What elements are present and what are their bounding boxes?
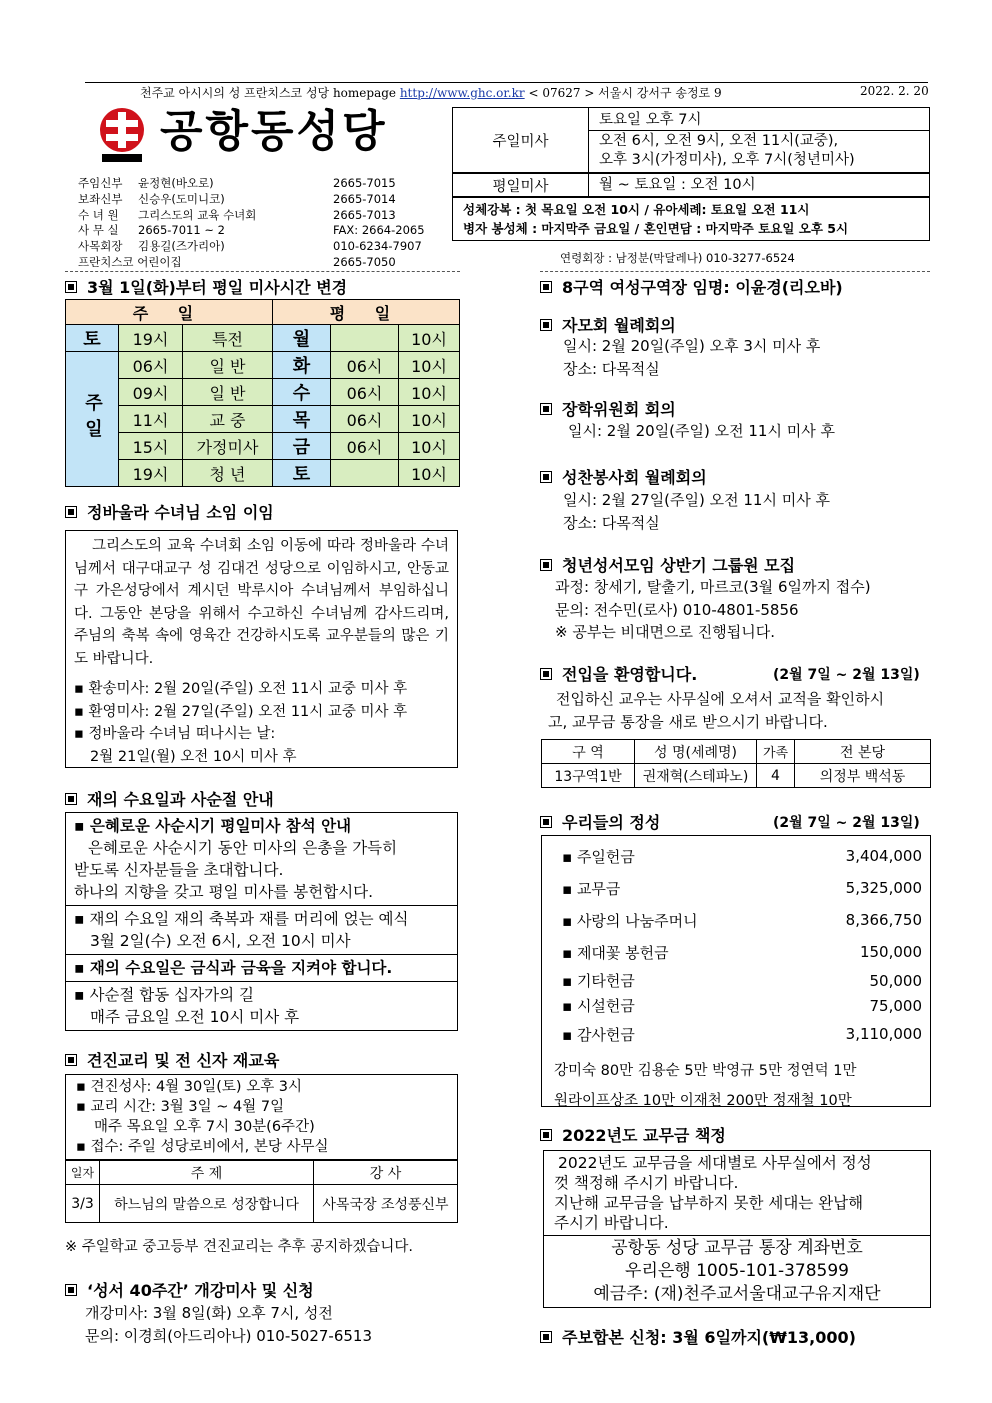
section-title: 성찬봉사회 월례회의: [540, 465, 707, 488]
section-title: 우리들의 정성: [540, 810, 660, 833]
meeting-info: 일시: 2월 27일(주일) 오전 11시 미사 후 장소: 다목적실: [563, 491, 830, 532]
section-title: 장학위원회 회의: [540, 397, 676, 420]
square-bullet-icon: [540, 403, 552, 415]
list-item: ▪ 사순절 합동 십자가의 길: [74, 984, 449, 1006]
offering-box: [541, 835, 931, 1107]
meeting-info: 일시: 2월 20일(주일) 오후 3시 미사 후 장소: 다목적실: [563, 337, 821, 378]
league-chair: 연령회장 : 남정분(막달레나) 010-3277-6524: [560, 251, 795, 265]
staff-row: 수 녀 원 그리스도의 교육 수녀회 2665-7013: [78, 207, 396, 222]
church-logo-icon: [98, 106, 146, 164]
staff-row: 주임신부 윤정현(바오로) 2665-7015: [78, 176, 396, 190]
list-item: ▪ 교리 시간: 3월 3일 ~ 4월 7일: [76, 1097, 447, 1117]
donor-line: 강미숙 80만 김용순 5만 박영규 5만 정연덕 1만: [554, 1063, 857, 1079]
weekday-mass-label: 평일미사: [453, 174, 589, 196]
weekday-mass-time: 월 ~ 토요일 : 오전 10시: [599, 177, 756, 193]
type-cell: 특전: [183, 325, 273, 352]
offering-row: ▪ 주일헌금 3,404,000: [562, 840, 922, 872]
section-title: 청년성서모임 상반기 그룹원 모집: [540, 553, 795, 576]
staff-row: 사 무 실 2665-7011 ~ 2 FAX: 2664-2065: [78, 223, 425, 238]
youth-bible-info: 과정: 창세기, 탈출기, 마르코(3월 6일까지 접수) 문의: 전수민(로사) 010-4801-5856 ※ 공부는 비대면으로 진행됩니다.: [555, 578, 871, 641]
square-bullet-icon: [540, 1331, 552, 1343]
time-cell: [331, 325, 399, 352]
day-cell: 토: [66, 325, 119, 352]
issue-date: 2022. 2. 20: [860, 84, 929, 98]
square-bullet-icon: [540, 559, 552, 571]
section-title: 재의 수요일과 사순절 안내: [65, 787, 274, 810]
sunday-mass-line: 오후 3시(가정미사), 오후 7시(청년미사): [599, 152, 855, 168]
offering-row: ▪ 감사헌금 3,110,000: [562, 1018, 922, 1050]
section-title: 전입을 환영합니다.: [540, 662, 697, 685]
square-bullet-icon: [540, 281, 552, 293]
offering-row: ▪ 시설헌금 75,000: [562, 993, 922, 1018]
table-header: 주 일: [66, 300, 273, 325]
section-title: ‘성서 40주간’ 개강미사 및 신청: [65, 1278, 314, 1301]
sacrament-line: 병자 봉성체 : 마지막주 금요일 / 혼인면담 : 마지막주 토요일 오후 5시: [463, 221, 849, 236]
table-row: 15시 가정미사 금 06시 10시: [66, 433, 460, 460]
section-title: 2022년도 교무금 책정: [540, 1123, 726, 1146]
staff-row: 프란치스코 어린이집 2665-7050: [78, 254, 396, 269]
square-bullet-icon: [65, 1284, 77, 1296]
donor-line: 원라이프상조 10만 이재천 200만 정재철 10만: [554, 1093, 852, 1109]
header-divider: [85, 82, 928, 83]
lent-notice: ▪ 은혜로운 사순시기 평일미사 참석 안내 은혜로운 사순시기 동안 미사의 은총을 가득히 받도록 신자분들을 초대합니다. 하나의 지향을 갖고 평일 미사를 봉헌합시다. ▪ 재의 수요일 재의 축복과 재를 머리에 얹는 예식 3월 2일(수) 오전 6시, 오전 10시 미사 ▪ 재의 수요일은 금식과 금육을 지켜야 합니다. ▪ 사순절 합동 십자가의 길 매주 금요일 오전 10시 미사 후: [65, 812, 458, 1031]
confirmation-info: ▪ 견진성사: 4월 30일(토) 오후 3시 ▪ 교리 시간: 3월 3일 ~ 4월 7일 매주 목요일 오후 7시 30분(6주간) ▪ 접수: 주일 성당로비에서, 본당 사무실: [65, 1074, 458, 1160]
notice-body: 그리스도의 교육 수녀회 소임 이동에 따라 정바울라 수녀님께서 대구대교구 성 김대건 성당으로 이임하시고, 안동교구 가은성당에서 계시던 박루시아 수녀님께서 부임하십니다. 그동안 본당을 위해서 수고하신 수녀님께 감사드리며, 주님의 축복 속에 영육간 건강하시도록 교우분들의 많은 기도 바랍니다.: [74, 538, 449, 667]
table-row: 주일 06시 일 반 화 06시 10시: [66, 352, 460, 379]
square-bullet-icon: [65, 506, 77, 518]
section-title: 8구역 여성구역장 임명: 이윤경(리오바): [540, 275, 843, 298]
header-line: 천주교 아시시의 성 프란치스코 성당 homepage http://www.ghc.or.kr < 07627 > 서울시 강서구 송정로 9: [140, 86, 722, 100]
welcome-text: 전입하신 교우는 사무실에 오셔서 교적을 확인하시 고, 교무금 통장을 새로 받으시기 바랍니다.: [548, 690, 885, 731]
mass-schedule-box: [452, 107, 930, 241]
lecture-table: 일자 주 제 강 사 3/3 하느님의 말씀으로 성장합니다 사목국장 조성풍신부: [65, 1160, 458, 1223]
day-cell: 주일: [66, 352, 119, 487]
square-bullet-icon: [540, 1129, 552, 1141]
staff-list: [78, 176, 463, 271]
time-cell: 10시: [399, 325, 460, 352]
period-label: (2월 7일 ~ 2월 13일): [773, 667, 920, 683]
offering-row: ▪ 교무금 5,325,000: [562, 872, 922, 904]
square-bullet-icon: [540, 816, 552, 828]
list-item: ▪ 재의 수요일 재의 축복과 재를 머리에 얹는 예식: [74, 908, 449, 930]
list-item: ▪ 환송미사: 2월 20일(주일) 오전 11시 교중 미사 후: [74, 678, 449, 701]
day-cell: 월: [273, 325, 331, 352]
section-title: 자모회 월례회의: [540, 313, 676, 336]
list-item: ▪ 정바울라 수녀님 떠나시는 날:: [74, 723, 449, 746]
list-item: ▪ 환영미사: 2월 27일(주일) 오전 11시 교중 미사 후: [74, 701, 449, 724]
square-bullet-icon: [540, 471, 552, 483]
divider: [540, 271, 930, 272]
table-row: 19시 청 년 토 10시: [66, 460, 460, 487]
table-header: 평 일: [273, 300, 460, 325]
meeting-info: 일시: 2월 20일(주일) 오전 11시 미사 후: [568, 422, 835, 440]
table-row: 11시 교 중 목 06시 10시: [66, 406, 460, 433]
notice-box: [65, 530, 458, 768]
square-bullet-icon: [540, 319, 552, 331]
table-row: 3/3 하느님의 말씀으로 성장합니다 사목국장 조성풍신부: [66, 1185, 458, 1223]
sunday-mass-line: 오전 6시, 오전 9시, 오전 11시(교중),: [589, 130, 929, 150]
mass-time-table: [65, 299, 460, 487]
square-bullet-icon: [65, 1054, 77, 1066]
square-bullet-icon: [540, 668, 552, 680]
sunday-mass-label: 주일미사: [453, 108, 589, 172]
table-row: 09시 일 반 수 06시 10시: [66, 379, 460, 406]
homepage-link[interactable]: http://www.ghc.or.kr: [399, 86, 525, 100]
offering-row: ▪ 기타헌금 50,000: [562, 968, 922, 993]
list-item: ▪ 견진성사: 4월 30일(토) 오후 3시: [76, 1077, 447, 1097]
newcomer-table: 구 역 성 명(세례명) 가족 전 본당 13구역1반 권재혁(스테파노) 4 의정부 백석동: [541, 739, 931, 788]
bible-course-info: 개강미사: 3월 8일(화) 오후 7시, 성전 문의: 이경희(아드리아나) 010-5027-6513: [85, 1304, 372, 1345]
offering-row: ▪ 사랑의 나눔주머니 8,366,750: [562, 904, 922, 936]
section-title: 3월 1일(화)부터 평일 미사시간 변경: [65, 275, 347, 298]
list-item: ▪ 재의 수요일은 금식과 금육을 지켜야 합니다.: [74, 957, 449, 979]
staff-row: 보좌신부 신승우(도미니코) 2665-7014: [78, 191, 396, 206]
note: ※ 주일학교 중고등부 견진교리는 추후 공지하겠습니다.: [65, 1239, 413, 1255]
staff-row: 사목회장 김용길(즈가리아) 010-6234-7907: [78, 239, 422, 254]
square-bullet-icon: [65, 281, 77, 293]
church-name: 공항동성당: [160, 106, 388, 157]
list-item: ▪ 은혜로운 사순시기 평일미사 참석 안내: [74, 815, 449, 837]
section-title: 견진교리 및 전 신자 재교육: [65, 1048, 279, 1071]
divider: [65, 271, 460, 272]
square-bullet-icon: [65, 793, 77, 805]
period-label: (2월 7일 ~ 2월 13일): [773, 815, 920, 831]
dues-notice: 2022년도 교무금을 세대별로 사무실에서 정성 껏 책정해 주시기 바랍니다. 지난해 교무금을 납부하지 못한 세대는 완납해 주시기 바랍니다. 공항동 성당 교무금 통장 계좌번호 우리은행 1005-101-378599 예금주: (재)천주교서울대교구유지재단: [543, 1150, 931, 1308]
section-title: 주보합본 신청: 3월 6일까지(₩13,000): [540, 1325, 856, 1348]
section-title: 정바울라 수녀님 소임 이임: [65, 500, 274, 523]
sacrament-line: 성체강복 : 첫 목요일 오전 10시 / 유아세례: 토요일 오전 11시: [463, 202, 810, 217]
sunday-mass-line: 토요일 오후 7시: [599, 112, 702, 128]
bank-account: 공항동 성당 교무금 통장 계좌번호 우리은행 1005-101-378599 예금주: (재)천주교서울대교구유지재단: [544, 1235, 930, 1307]
offering-row: ▪ 제대꽃 봉헌금 150,000: [562, 936, 922, 968]
list-item: 2월 21일(월) 오전 10시 미사 후: [90, 748, 297, 765]
table-row: 13구역1반 권재혁(스테파노) 4 의정부 백석동: [542, 764, 931, 788]
time-cell: 19시: [119, 325, 183, 352]
list-item: ▪ 접수: 주일 성당로비에서, 본당 사무실: [76, 1137, 447, 1157]
